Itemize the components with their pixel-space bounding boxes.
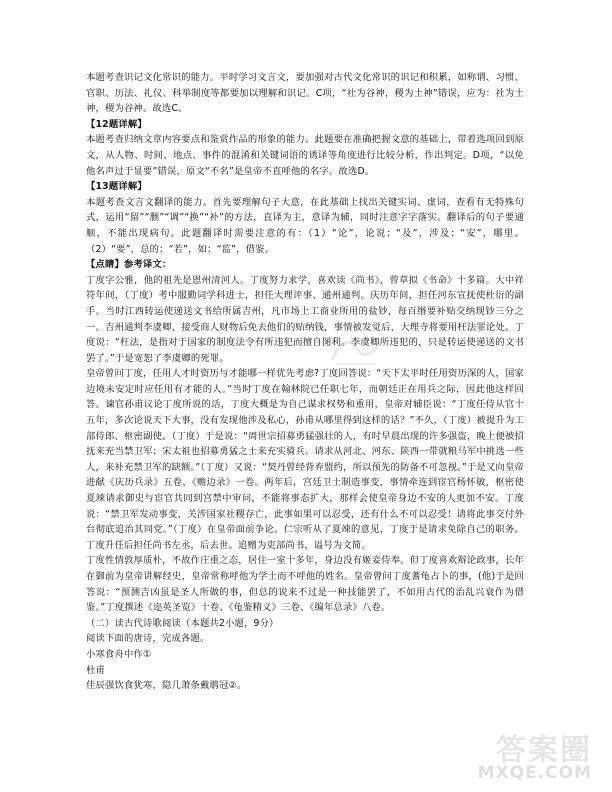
watermark-url-text: MXQE.COM: [477, 763, 592, 783]
poem-line: 佳辰强饮食犹寒，隐几萧条戴鹖冠②。: [86, 680, 247, 692]
paragraph-answer-13: 本题考查文言文翻译的能力。首先要理解句子大意，在此基础上找出关键实词、虚词，查看有无特殊句式，运用“留”“删”“调”“换”“补”的方法，直译为主，意译为辅，同时注意字字落实。翻译后的句子要通顺，不能出现病句。此题翻译时需要注意的有：（1）“论”，论说；“及”，涉及；“安”，哪里。（2）“要”，总的；“若”，如；“监”，借鉴。: [86, 196, 524, 255]
heading-q12: 【12题详解】: [86, 118, 147, 130]
heading-q13: 【13题详解】: [86, 181, 147, 193]
poem-title: 小寒食舟中作①: [86, 648, 152, 660]
site-watermark: [448, 733, 598, 784]
section-heading-poetry: （二）读古代诗歌阅读（本题共2小题，9分）: [86, 617, 279, 629]
translation-paragraph-2: 皇帝曾问丁度，任用人才时资历与才能哪一样优先考虑?丁度回答说：“天下太平时任用资历深的人，国家边境未安定时应任用有才能的人。”当时丁度在翰林院已任职七年，而朝廷正在用兵之际，因此他这样回答。谏官孙甫议论丁度所说的话，丁度大概是为自己谋求权势和重用，皇帝对辅臣说：“丁度任侍从官十五年，多次论说天下大事，没有发现他涉及私心，孙甫从哪里得到这样的话？”不久，（丁度）被提升为工部侍郎、枢密副使。（丁度）于是说：“周世宗招募勇猛强壮的人，有时早晨出现的许多强盗，晚上便被招抚来充当禁卫军；宋太祖也招募勇猛之士来充实骑兵。请求从河北、河东、陕西一带就粮马军中挑选一些人，来补充禁卫军的缺额。”（丁度）又说：“契丹曾经背弃盟约，所以预先的防备不可忽视。”于是又向皇帝进献《庆历兵录》五卷、《赡边录》一卷。两年后，宫廷卫士制造事变，事情牵连到宦官杨怀敏，枢密使夏竦请求御史与宦官共同到宫禁中审问，不能将事态扩大，那样会使皇帝身边不安的人更加不安。丁度说：“禁卫军发动事变，关涉国家社稷存亡，此事如果可以忍受，还有什么不可以忍受！请将此事交付外台彻底追治其同党。”（丁度）在皇帝面前争论。仁宗听从了夏竦的意见，丁度于是请求免除自己的职务。丁度升任后担任尚书左丞，后去世。追赠为吏部尚书，谥号为文简。: [86, 368, 524, 551]
heading-reference-translation: 【点睛】参考译文：: [86, 259, 172, 271]
instruction-text: 阅读下面的唐诗，完成各题。: [86, 633, 210, 645]
paragraph-answer-11: 本题考查识记文化常识的能力。平时学习文言文，要加强对古代文化常识的识记和积累，如称谓、习惯、官职、历法、礼仪、科举制度等都要加以理解和识记。C项，“社为谷神，稷为土神”错误，应为：社为土神，稷为谷神。故选C。: [86, 72, 524, 115]
poem-author: 杜甫: [86, 664, 105, 676]
faint-stamp-mark: [326, 334, 386, 368]
translation-paragraph-1: 丁度字公雅，他的祖先是恩州清河人。丁度努力求学，喜欢读《尚书》，曾草拟《书命》十多篇。大中祥符年间，（丁度）考中服勤词学科进士，担任大理评事、通州通判。庆历年间，担任河东宣抚使杜衍的副手。当时江西转运使递送文书给所属吉州，凡市场上工商业所用的盐钞，每百缗要补贴交纳现钞三分之一。吉州通判李虞卿，接受商人财物后免去他们的贴纳钱，事情被发觉后，大理寺将要用枉法罪论处。丁度说：“枉法，是指对于国家的制度法令有所违犯而擅自图利。李虞卿所违犯的，只是转运使递送的文书罢了。”于是宽恕了李虞卿的死罪。: [86, 274, 524, 364]
translation-paragraph-3: 丁度性情敦厚质朴，不故作庄重之态，居住一室十多年，身边没有姬妾侍奉。但丁度喜欢辩论政事，长年在御前为皇帝讲解经史，皇帝常称呼他为学士而不呼他的姓名。皇帝曾问丁度蓍龟占卜的事，(他)于是回答说：“预测吉凶虽是圣人所做的事，但总的说来不过是一种技能罢了，不如用古代的治乱兴衰作为借鉴。”丁度撰述《迩英圣览》十卷、《龟鉴精义》三卷、《编年总录》八卷。: [86, 555, 524, 614]
watermark-logo-text: 答案圈: [496, 733, 592, 768]
document-body: [86, 70, 524, 694]
paragraph-answer-12: 本题考查归纳文章内容要点和鉴赏作品的形象的能力。此题要在准确把握文意的基础上，带着选项回到原文，从人物、时间、地点、事件的混淆和关键词语的诱译等角度进行比较分析，作出判定。D项，“以免他名声过于显要”错误，原文“不名”是皇帝不直呼他的名字。故选D。: [86, 134, 524, 177]
